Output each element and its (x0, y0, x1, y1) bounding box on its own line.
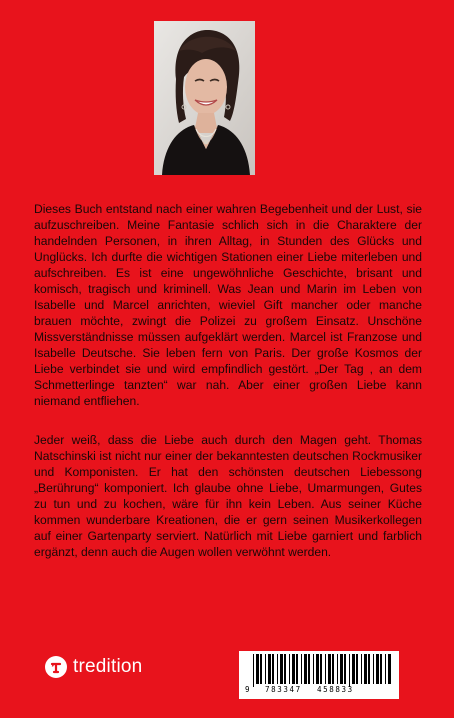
isbn-group-2: 458833 (317, 685, 354, 694)
isbn-group-1: 783347 (265, 685, 302, 694)
tredition-logo-icon (45, 656, 67, 678)
author-photo (154, 21, 255, 175)
description-paragraph-2: Jeder weiß, dass die Liebe auch durch den Magen geht. Thomas Natschinski ist nicht nur einer der bekanntesten deutschen Rockmusiker und Komponisten. Er hat den schönsten deutschen Liebessong „Berührung“ komponiert. Ich glaube ohne Liebe, Umarmungen, Gutes zu tun und zu kochen, wäre für ihn kein Leben. Aus seiner Küche kommen wunderbare Kreationen, die er gern seinen Musikerkollegen auf einer Gartenparty serviert. Natürlich mit Liebe garniert und farblich ergänzt, denn auch die Augen wollen verwöhnt werden. (34, 433, 422, 559)
isbn-lead-digit: 9 (245, 685, 250, 694)
publisher-name: tredition (73, 656, 143, 677)
description-paragraph-1: Dieses Buch entstand nach einer wahren Begebenheit und der Lust, sie aufzuschreiben. Meine Fantasie schlich sich in die Charaktere der handelnden Personen, in ihren Alltag, in Stunden des Glücks und Unglücks. Ich durfte die wichtigen Stationen einer Liebe miterleben und aufschreiben. Es ist eine ungewöhnliche Geschichte, brisant und komisch, tragisch und kriminell. Was Jean und Marin im Leben von Isabelle und Marcel anrichten, wieviel Gift mancher oder manche brauen möchte, zwingt die Polizei zu großem Einsatz. Unschöne Missverständnisse müssen aufgeklärt werden. Marcel ist Franzose und Isabelle Deutsche. Sie leben fern von Paris. Der große Kosmos der Liebe verbindet sie und wird empfindlich gestört. „Der Tag , an dem Schmetterlinge tanzten“ war nah. Aber einer großen Liebe kann niemand entfliehen. (34, 202, 422, 408)
publisher-logo (45, 654, 142, 680)
barcode-bars-icon (239, 651, 399, 687)
author-portrait-image (154, 21, 255, 175)
isbn-barcode (239, 651, 399, 699)
